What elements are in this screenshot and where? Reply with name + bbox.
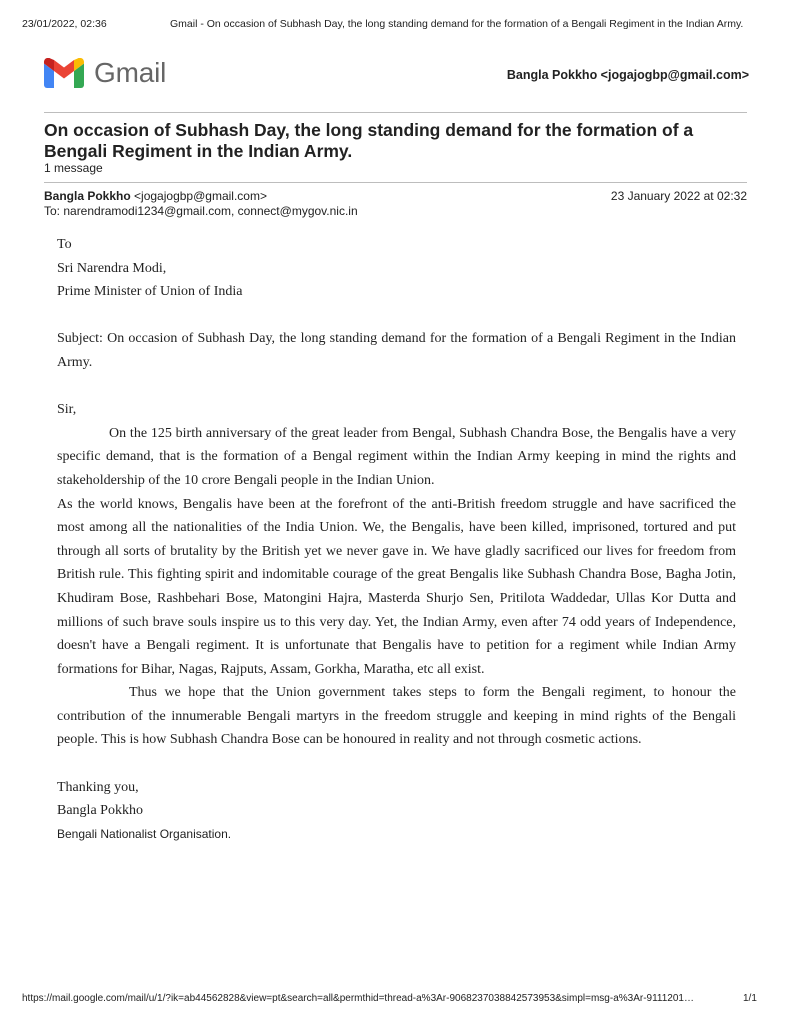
- closing: Thanking you,: [57, 779, 139, 795]
- print-date: 23/01/2022, 02:36: [22, 18, 107, 30]
- salutation-to: To: [57, 237, 72, 252]
- gmail-wordmark: Gmail: [94, 57, 167, 88]
- thread-subject: On occasion of Subhash Day, the long standing demand for the formation of a Bengali Regiment in the Indian Army.: [44, 120, 694, 161]
- print-page-title: Gmail - On occasion of Subhash Day, the long standing demand for the formation of a Bengali Regiment in the Indian Army.: [170, 18, 744, 30]
- account-identity: Bangla Pokkho <jogajogbp@gmail.com>: [506, 68, 749, 82]
- page-number: 1/1: [743, 993, 757, 1004]
- message-count: 1 message: [44, 161, 103, 175]
- recipient-title: Prime Minister of Union of India: [57, 284, 243, 300]
- gmail-m-logo-icon: [44, 58, 84, 88]
- message-meta: [44, 189, 747, 219]
- gmail-logo: [44, 58, 166, 88]
- body-paragraph: On the 125 birth anniversary of the great leader from Bengal, Subhash Chandra Bose, the Bengalis have a very specific demand, that is the formation of a Bengal regiment within the Indian Army keeping in mind the rights and stakeholdership of the 10 crore Bengali people in the Indian Union.: [57, 425, 736, 488]
- body-paragraph: As the world knows, Bengalis have been at the forefront of the anti-British freedom struggle and have sacrificed the most among all the nationalities of the India Union. We, the Bengalis, have been killed, imprisoned, tortured and put through all sorts of brutality by the British yet we never gave in. We have gladly sacrificed our lives for freedom from British rule. This fighting spirit and indomitable courage of the great Bengalis like Subhash Chandra Bose, Bagha Jotin, Khudiram Bose, Rashbehari Bose, Matongini Hajra, Masterda Shurjo Sen, Pritilota Waddedar, Ullas Kor Dutta and millions of such brave souls inspire us to this very day. Yet, the Indian Army, even after 74 odd years of Independence, doesn't have a Bengali regiment. It is unfortunate that Bengalis have to petition for a regiment while Indian Army formations for Bihar, Nagas, Rajputs, Assam, Gorkha, Maratha, etc all exist.: [57, 496, 736, 677]
- letter-subject: Subject: On occasion of Subhash Day, the long standing demand for the formation of a Bengali Regiment in the Indian Army.: [57, 331, 736, 370]
- signature: Bangla Pokkho: [57, 803, 143, 819]
- recipient-name: Sri Narendra Modi,: [57, 260, 167, 276]
- divider: [44, 182, 747, 183]
- sender-email: <jogajogbp@gmail.com>: [134, 189, 267, 203]
- recipients-line: To: narendramodi1234@gmail.com, connect@mygov.nic.in: [44, 204, 358, 218]
- divider: [44, 112, 747, 113]
- greeting: Sir,: [57, 402, 77, 418]
- message-body: [57, 233, 736, 845]
- sender-name: Bangla Pokkho: [44, 189, 131, 203]
- organisation: Bengali Nationalist Organisation.: [57, 826, 232, 841]
- page-url: https://mail.google.com/mail/u/1/?ik=ab44562828&view=pt&search=all&permthid=thread-a%3Ar-9068237038842573953&simpl=msg-a%3Ar-9111201…: [22, 993, 694, 1004]
- body-paragraph: Thus we hope that the Union government takes steps to form the Bengali regiment, to honour the contribution of the innumerable Bengali martyrs in the freedom struggle and keeping in mind rights of the Bengali people. This is how Subhash Chandra Bose can be honoured in reality and not through cosmetic actions.: [57, 685, 736, 748]
- sent-date: 23 January 2022 at 02:32: [610, 189, 747, 203]
- header-bar: [44, 58, 749, 92]
